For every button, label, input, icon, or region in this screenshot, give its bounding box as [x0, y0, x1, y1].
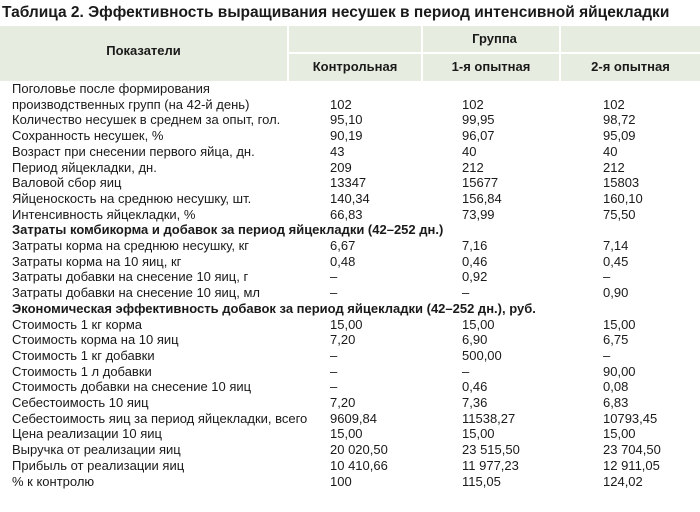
cell-value: 15,00 — [330, 426, 363, 442]
cell-value: 6,83 — [603, 395, 629, 410]
cell-value: 10 410,66 — [330, 457, 388, 473]
header-group: Группа — [472, 31, 517, 46]
cell-value: 15803 — [603, 175, 640, 191]
cell-value: – — [330, 285, 338, 301]
cell-value: 66,83 — [330, 206, 363, 222]
row-label: Себестоимость 10 яиц — [12, 395, 149, 410]
cell-value: – — [330, 363, 338, 379]
cell-value: 212 — [603, 159, 625, 175]
cell-value: 90,19 — [330, 128, 363, 144]
cell-value: 15,00 — [603, 316, 636, 332]
cell-value: 9609,84 — [330, 410, 377, 426]
cell-value: 7,16 — [462, 238, 488, 253]
cell-value: 10793,45 — [603, 410, 658, 426]
row-label: Затраты корма на среднюю несушку, кг — [12, 238, 250, 253]
row-label: Цена реализации 10 яиц — [12, 426, 162, 442]
cell-value: – — [330, 347, 338, 363]
cell-value: 90,00 — [603, 363, 636, 379]
cell-value: 15677 — [462, 175, 499, 191]
cell-value: 75,50 — [603, 206, 636, 222]
cell-value: 0,08 — [603, 379, 629, 395]
cell-value: 0,90 — [603, 285, 629, 301]
cell-value: 15,00 — [462, 426, 495, 442]
row-label: Интенсивность яйцекладки, % — [12, 206, 196, 222]
header-divider — [289, 52, 700, 54]
cell-value: 40 — [462, 143, 477, 159]
row-label: Стоимость 1 кг добавки — [12, 347, 155, 363]
cell-value: 23 515,50 — [462, 442, 520, 458]
cell-value: 209 — [330, 159, 352, 175]
cell-value: 212 — [462, 159, 484, 175]
cell-value: 15,00 — [603, 426, 636, 442]
section-heading: Затраты комбикорма и добавок за период яйцекладки (42–252 дн.) — [12, 222, 444, 238]
row-label: Возраст при снесении первого яйца, дн. — [12, 143, 255, 159]
cell-value: 23 704,50 — [603, 442, 661, 458]
cell-value: 96,07 — [462, 128, 495, 144]
row-label: Поголовье после формирования — [12, 81, 210, 96]
cell-value: 0,48 — [330, 253, 356, 269]
cell-value: 0,92 — [462, 269, 488, 285]
cell-value: 156,84 — [462, 190, 502, 206]
row-label: Выручка от реализации яиц — [12, 442, 181, 458]
cell-value: 124,02 — [603, 473, 643, 489]
cell-value: 500,00 — [462, 347, 502, 363]
cell-value: 98,72 — [603, 112, 636, 128]
header-indicators: Показатели — [106, 43, 181, 58]
cell-value: 160,10 — [603, 190, 643, 206]
cell-value: 7,36 — [462, 395, 488, 410]
cell-value: 0,46 — [462, 253, 488, 269]
cell-value: 6,90 — [462, 332, 488, 348]
section-heading: Экономическая эффективность добавок за период яйцекладки (42–252 дн.), руб. — [12, 300, 536, 316]
cell-value: 73,99 — [462, 206, 495, 222]
cell-value: – — [330, 269, 338, 285]
row-label: Количество несушек в среднем за опыт, гол. — [12, 112, 281, 128]
header-col-exp1: 1-я опытная — [451, 59, 531, 74]
cell-value: 102 — [462, 96, 484, 112]
cell-value: 13347 — [330, 175, 367, 191]
cell-value: 43 — [330, 143, 345, 159]
row-label: Стоимость добавки на снесение 10 яиц — [12, 379, 252, 395]
cell-value: 7,20 — [330, 395, 356, 410]
cell-value: 6,75 — [603, 332, 629, 348]
row-label: % к контролю — [12, 473, 95, 489]
row-label: Стоимость 1 кг корма — [12, 316, 143, 332]
cell-value: 0,45 — [603, 253, 629, 269]
cell-value: 40 — [603, 143, 618, 159]
cell-value: – — [603, 347, 611, 363]
cell-value: 99,95 — [462, 112, 495, 128]
cell-value: 15,00 — [462, 316, 495, 332]
cell-value: 12 911,05 — [603, 457, 660, 473]
row-label: Стоимость корма на 10 яиц — [12, 332, 179, 348]
cell-value: 7,20 — [330, 332, 356, 348]
cell-value: 140,34 — [330, 190, 370, 206]
cell-value: 115,05 — [462, 473, 501, 489]
cell-value: 100 — [330, 473, 352, 489]
row-label: Затраты добавки на снесение 10 яиц, мл — [12, 285, 261, 301]
row-label: Стоимость 1 л добавки — [12, 363, 152, 379]
cell-value: 7,14 — [603, 238, 629, 253]
row-label: Сохранность несушек, % — [12, 128, 164, 144]
header-col-control: Контрольная — [312, 59, 398, 74]
row-label: Прибыль от реализации яиц — [12, 457, 185, 473]
row-label: Валовой сбор яиц — [12, 175, 122, 191]
row-label: Период яйцекладки, дн. — [12, 159, 157, 175]
cell-value: 20 020,50 — [330, 442, 388, 458]
cell-value: – — [462, 285, 470, 301]
cell-value: – — [462, 363, 470, 379]
row-label: Себестоимость яиц за период яйцекладки, всего — [12, 410, 308, 426]
header-col-exp2: 2-я опытная — [591, 59, 670, 74]
cell-value: 11 977,23 — [462, 457, 519, 473]
cell-value: 95,10 — [330, 112, 363, 128]
row-label: производственных групп (на 42-й день) — [12, 96, 250, 112]
cell-value: 15,00 — [330, 316, 363, 332]
row-label: Затраты корма на 10 яиц, кг — [12, 253, 182, 269]
cell-value: 95,09 — [603, 128, 636, 144]
cell-value: 6,67 — [330, 238, 356, 253]
cell-value: – — [603, 269, 611, 285]
cell-value: 102 — [603, 96, 625, 112]
row-label: Яйценоскость на среднюю несушку, шт. — [12, 190, 252, 206]
cell-value: – — [330, 379, 338, 395]
table-header — [0, 26, 700, 81]
cell-value: 11538,27 — [462, 410, 516, 426]
table-title: Таблица 2. Эффективность выращивания несушек в период интенсивной яйцекладки — [2, 4, 670, 21]
cell-value: 0,46 — [462, 379, 488, 395]
cell-value: 102 — [330, 96, 352, 112]
row-label: Затраты добавки на снесение 10 яиц, г — [12, 269, 249, 285]
